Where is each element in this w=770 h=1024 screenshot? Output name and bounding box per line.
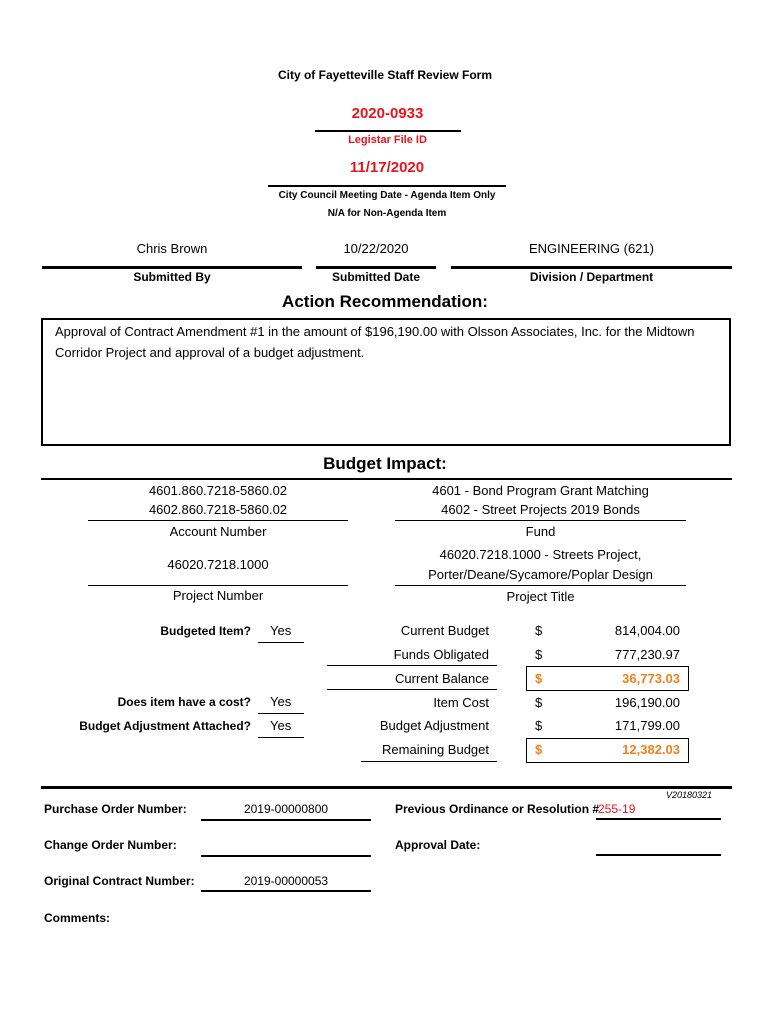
original-contract-value[interactable]: 2019-00000053 [243, 874, 329, 888]
has-cost-label: Does item have a cost? [117, 695, 251, 709]
prev-ordinance-underline [596, 818, 721, 820]
submitted-date-label: Submitted Date [331, 270, 420, 284]
remaining-budget-amount: 12,382.03 [622, 742, 680, 757]
budgeted-item-label: Budgeted Item? [160, 624, 251, 638]
form-title: City of Fayetteville Staff Review Form [277, 68, 493, 82]
has-cost-underline [258, 713, 304, 714]
po-underline [201, 819, 371, 821]
division-label: Division / Department [529, 270, 654, 284]
approval-date-label: Approval Date: [395, 838, 481, 852]
item-cost-currency: $ [535, 695, 543, 710]
legistar-label: Legistar File ID [348, 134, 427, 146]
project-title-label: Project Title [506, 589, 575, 604]
fund-underline [395, 520, 686, 521]
po-value[interactable]: 2019-00000800 [243, 802, 329, 816]
current-balance-currency: $ [535, 671, 543, 686]
fund-2: 4602 - Street Projects 2019 Bonds [441, 502, 640, 517]
funds-obligated-amount: 777,230.97 [614, 647, 680, 662]
meeting-underline [268, 185, 506, 187]
submitted-by-value: Chris Brown [136, 241, 208, 256]
budget-heading-rule [41, 478, 732, 480]
funds-obligated-currency: $ [535, 647, 543, 662]
budgeted-item-underline [258, 642, 304, 643]
meeting-note: N/A for Non-Agenda Item [327, 208, 447, 219]
meeting-label: City Council Meeting Date - Agenda Item Only [278, 190, 496, 201]
original-contract-label: Original Contract Number: [44, 874, 195, 888]
fund-label: Fund [525, 524, 556, 539]
budget-bottom-rule [41, 786, 732, 789]
meeting-date: 11/17/2020 [349, 159, 425, 176]
account-label: Account Number [169, 524, 267, 539]
approval-date-underline [596, 854, 721, 856]
division-underline [451, 266, 732, 269]
submitted-date-underline [316, 266, 436, 269]
budget-adjustment-amount: 171,799.00 [614, 718, 680, 733]
project-title-underline [395, 585, 686, 586]
po-label: Purchase Order Number: [44, 802, 187, 816]
remaining-budget-currency: $ [535, 742, 543, 757]
adjustment-attached-underline [258, 737, 304, 738]
division-value: ENGINEERING (621) [529, 241, 654, 256]
project-title-line-1: 46020.7218.1000 - Streets Project, [439, 547, 642, 562]
project-number-label: Project Number [172, 588, 264, 603]
adjustment-attached-label: Budget Adjustment Attached? [79, 719, 251, 733]
balance-top-rule [327, 665, 497, 666]
balance-bottom-rule [327, 689, 497, 690]
budgeted-item-value: Yes [270, 623, 292, 638]
prev-ordinance-value[interactable]: 255-19 [598, 802, 636, 816]
account-number-2: 4602.860.7218-5860.02 [148, 502, 288, 517]
current-budget-label: Current Budget [400, 623, 489, 638]
fund-1: 4601 - Bond Program Grant Matching [432, 483, 649, 498]
remaining-bottom-rule [361, 761, 497, 762]
budget-adjustment-currency: $ [535, 718, 543, 733]
item-cost-label: Item Cost [433, 695, 489, 710]
current-balance-amount: 36,773.03 [622, 671, 680, 686]
has-cost-value: Yes [270, 694, 292, 709]
change-order-label: Change Order Number: [44, 838, 177, 852]
adjustment-attached-value: Yes [270, 718, 292, 733]
project-title-line-2: Porter/Deane/Sycamore/Poplar Design [428, 567, 653, 582]
change-order-underline [201, 855, 371, 857]
account-number-1: 4601.860.7218-5860.02 [148, 483, 288, 498]
item-cost-amount: 196,190.00 [614, 695, 680, 710]
budget-adjustment-label: Budget Adjustment [379, 718, 489, 733]
action-heading: Action Recommendation: [282, 292, 488, 311]
funds-obligated-label: Funds Obligated [393, 647, 489, 662]
prev-ordinance-label: Previous Ordinance or Resolution # [395, 802, 600, 816]
legistar-underline [315, 130, 461, 132]
project-number-value: 46020.7218.1000 [167, 557, 269, 572]
remaining-budget-label: Remaining Budget [382, 742, 489, 757]
current-balance-label: Current Balance [395, 671, 489, 686]
submitted-by-underline [42, 266, 302, 269]
budget-heading: Budget Impact: [323, 454, 447, 473]
submitted-date-value: 10/22/2020 [343, 241, 409, 256]
action-text: Approval of Contract Amendment #1 in the amount of $196,190.00 with Olsson Associates, Inc. for the Midtown Corridor Project and approval of a budget adjustment. [55, 324, 695, 360]
comments-label: Comments: [44, 911, 111, 925]
form-version: V20180321 [665, 790, 712, 800]
current-budget-amount: 814,004.00 [614, 623, 680, 638]
project-number-underline [88, 585, 348, 586]
original-contract-underline [201, 890, 371, 892]
current-budget-currency: $ [535, 623, 543, 638]
submitted-by-label: Submitted By [133, 270, 211, 284]
account-underline [88, 520, 348, 521]
legistar-file-id: 2020-0933 [351, 105, 424, 122]
